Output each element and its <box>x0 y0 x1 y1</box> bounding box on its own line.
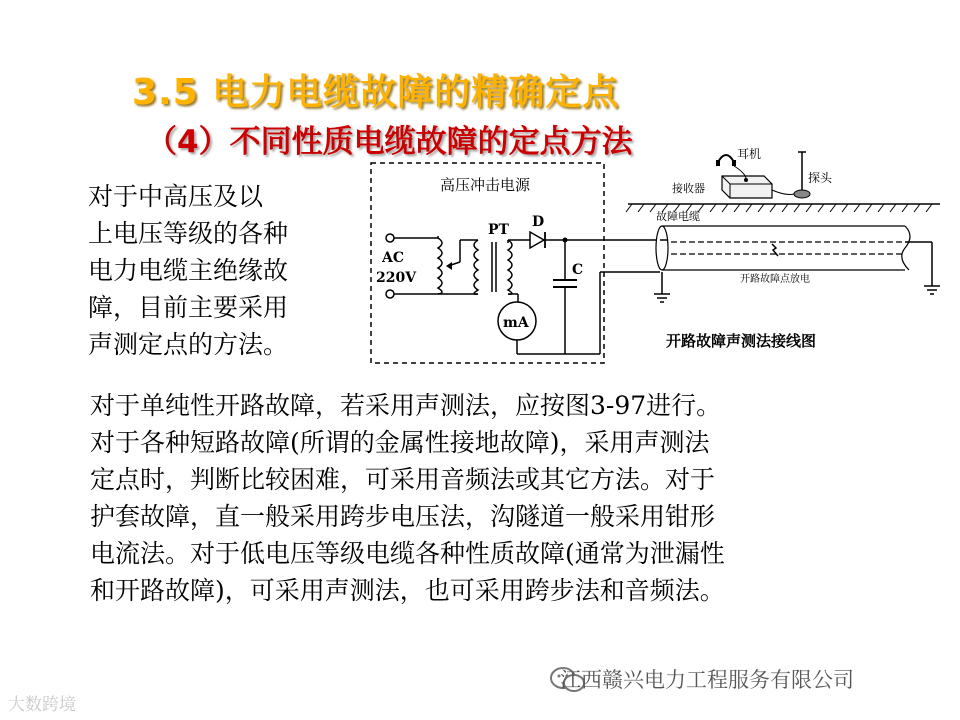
diode-icon <box>530 232 544 248</box>
ac-label: AC <box>382 250 405 266</box>
ac-terminal-bottom <box>386 290 394 298</box>
power-source-label: 高压冲击电源 <box>440 176 531 194</box>
body-paragraph <box>90 387 920 609</box>
diagram-caption: 开路故障声测法接线图 <box>666 332 817 350</box>
body-line: 定点时，判断比较困难，可采用音频法或其它方法。对于 <box>90 465 716 494</box>
intro-line: 上电压等级的各种 <box>88 219 289 248</box>
watermark: 大数跨境 <box>8 695 76 715</box>
body-line: 对于单纯性开路故障，若采用声测法，应按图3-97进行。 <box>90 391 722 420</box>
body-line: 对于各种短路故障(所谓的金属性接地故障)，采用声测法 <box>90 428 710 457</box>
slide-subtitle: （4）不同性质电缆故障的定点方法 <box>146 124 633 160</box>
intro-line: 电力电缆主绝缘故 <box>88 256 289 285</box>
meter-label: mA <box>503 315 529 331</box>
body-line: 电流法。对于低电压等级电缆各种性质故障(通常为泄漏性 <box>90 539 725 568</box>
intro-line: 对于中高压及以 <box>88 182 264 211</box>
voltage-label: 220V <box>376 270 417 286</box>
cable-label: 故障电缆 <box>656 210 700 223</box>
variac-coil <box>438 238 442 294</box>
earphone-icon <box>718 155 734 162</box>
capacitor-label: C <box>572 262 584 278</box>
diode-label: D <box>532 214 545 230</box>
probe-label: 探头 <box>808 171 833 185</box>
pt-label: PT <box>488 222 509 238</box>
earphone-label: 耳机 <box>737 147 762 161</box>
pt-primary-coil <box>474 240 478 294</box>
body-line: 护套故障，直一般采用跨步电压法，沟隧道一般采用钳形 <box>90 502 716 531</box>
body-line: 和开路故障)，可采用声测法，也可采用跨步法和音频法。 <box>90 576 725 605</box>
slide-title: 3.5 电力电缆故障的精确定点 <box>132 72 620 113</box>
intro-line: 障，目前主要采用 <box>88 293 289 322</box>
receiver-label: 接收器 <box>672 182 705 195</box>
account-name: 江西赣兴电力工程服务有限公司 <box>560 668 854 692</box>
pt-secondary-coil <box>508 240 512 294</box>
discharge-label: 开路故障点放电 <box>740 274 810 285</box>
intro-line: 声测定点的方法。 <box>88 330 289 359</box>
ac-terminal-top <box>386 234 394 242</box>
